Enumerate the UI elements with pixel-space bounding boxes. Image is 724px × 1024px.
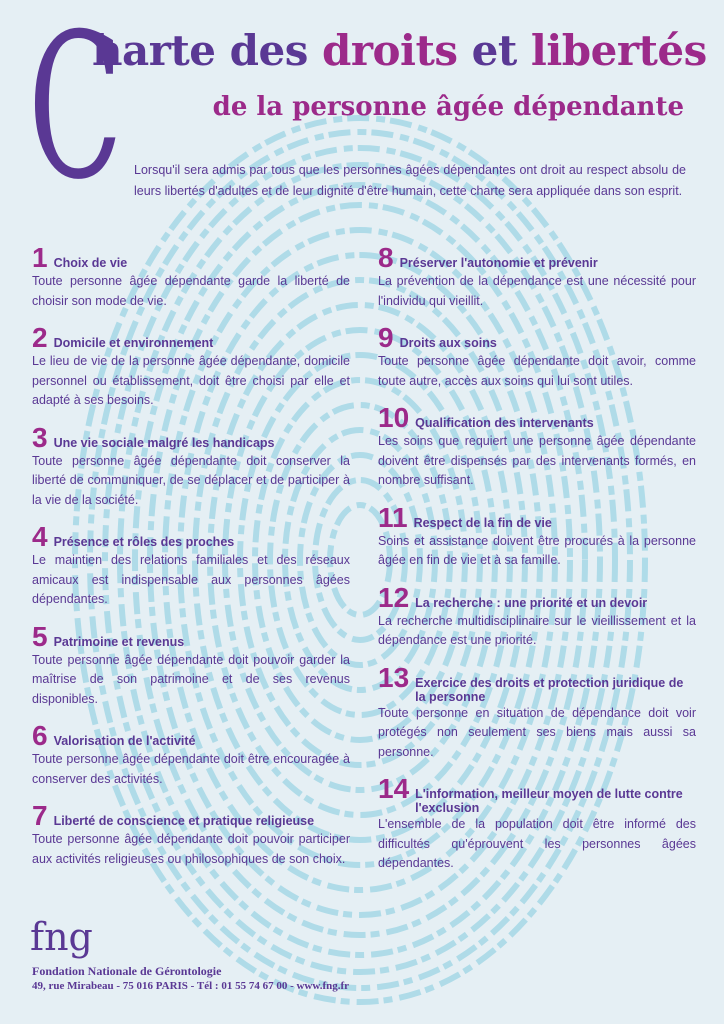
article-body: La prévention de la dépendance est une nécessité pour l'individu qui vieillit. (378, 274, 696, 308)
article-number: 11 (378, 501, 408, 533)
article-body: Toute personne en situation de dépendance doit voir protégés non seulement ses biens mais aussi sa personne. (378, 705, 696, 759)
article-heading: Domicile et environnement (53, 336, 214, 350)
title-part-1: harte des (92, 26, 322, 75)
article-number: 3 (32, 421, 48, 453)
article-header (378, 661, 696, 704)
article-heading: Préserver l'autonomie et prévenir (399, 256, 598, 270)
article-number: 2 (32, 322, 48, 353)
article-3 (32, 421, 350, 511)
article-body: Le lieu de vie de la personne âgée dépendante, domicile personnel ou établissement, doit être choisi par elle et adapté à ses besoins. (32, 354, 350, 407)
article-number: 13 (378, 661, 410, 693)
article-heading: Liberté de conscience et pratique religieuse (53, 814, 315, 828)
article-body: Toute personne âgée dépendante doit pouvoir garder la maîtrise de son patrimoine et de ses revenus disponibles. (32, 652, 350, 706)
title-part-3: et (457, 26, 531, 75)
article-number: 4 (32, 521, 48, 552)
article-number: 6 (32, 720, 48, 751)
article-number: 12 (378, 581, 410, 613)
article-header (32, 802, 350, 830)
article-heading: Exercice des droits et protection juridique de la personne (415, 675, 684, 704)
fng-logo: fng (30, 915, 93, 959)
article-header (378, 404, 696, 432)
articles-column-left (32, 244, 350, 882)
article-heading: La recherche : une priorité et un devoir (415, 595, 648, 610)
article-header (32, 620, 350, 652)
page-subtitle: de la personne âgée dépendante (212, 92, 684, 122)
article-header (32, 421, 350, 453)
footer-organization-name: Fondation Nationale de Gérontologie (32, 964, 222, 978)
article-number: 10 (378, 402, 410, 433)
article-header (32, 244, 350, 272)
article-heading: Patrimoine et revenus (53, 634, 185, 649)
article-body: La recherche multidisciplinaire sur le vieillissement et la dépendance est une priorité. (378, 613, 696, 647)
article-heading: Choix de vie (53, 256, 128, 270)
article-body: L'ensemble de la population doit être informé des difficultés qu'éprouvent les personnes âgées dépendantes. (378, 817, 696, 870)
article-body: Le maintien des relations familiales et des réseaux amicaux est indispensable aux personnes âgées dépendantes. (32, 553, 350, 606)
article-5 (32, 620, 350, 710)
article-13 (378, 661, 696, 763)
article-heading: Une vie sociale malgré les handicaps (53, 435, 275, 450)
article-header (378, 775, 696, 815)
article-number: 7 (32, 800, 48, 831)
article-header (378, 244, 696, 272)
article-body: Toute personne âgée dépendante doit avoir, comme toute autre, accès aux soins qui lui sont utiles. (378, 354, 696, 388)
title-part-2: droits (321, 26, 458, 75)
intro-paragraph: Lorsqu'il sera admis par tous que les personnes âgées dépendantes ont droit au respect absolu de leurs libertés d'adultes et de leur dignité d'être humain, cette charte sera appliquée dans son esprit. (134, 163, 686, 198)
page-title (92, 26, 707, 75)
article-heading: L'information, meilleur moyen de lutte contre l'exclusion (415, 787, 683, 815)
article-body: Toute personne âgée dépendante doit conserver la liberté de communiquer, de se déplacer et de participer à la vie de la société. (32, 453, 350, 507)
article-header (378, 581, 696, 613)
article-2 (32, 324, 350, 411)
articles-column-right (378, 244, 696, 887)
article-header (32, 722, 350, 750)
article-body: Toute personne âgée dépendante doit pouvoir participer aux activités religieuses ou philosophiques de son choix. (32, 832, 350, 866)
article-number: 1 (32, 242, 48, 273)
article-body: Toute personne âgée dépendante garde la liberté de choisir son mode de vie. (32, 274, 350, 308)
article-12 (378, 581, 696, 651)
article-header (32, 324, 350, 352)
article-4 (32, 523, 350, 610)
article-header (32, 523, 350, 551)
article-number: 9 (378, 322, 394, 353)
article-heading: Présence et rôles des proches (53, 535, 235, 549)
article-number: 5 (32, 620, 48, 652)
article-body: Toute personne âgée dépendante doit être encouragée à conserver des activités. (32, 752, 350, 786)
article-6 (32, 722, 350, 789)
footer-address: 49, rue Mirabeau - 75 016 PARIS - Tél : 01 55 74 67 00 - www.fng.fr (32, 980, 350, 992)
article-7 (32, 802, 350, 869)
title-part-4: libertés (530, 26, 707, 75)
article-heading: Qualification des intervenants (415, 416, 594, 430)
article-8 (378, 244, 696, 311)
article-number: 14 (378, 773, 410, 804)
article-body: Soins et assistance doivent être procurés à la personne âgée en fin de vie et à sa famille. (378, 533, 696, 567)
article-body: Les soins que requiert une personne âgée dépendante doivent être dispensés par des intervenants formés, en nombre suffisant. (378, 434, 696, 487)
article-header (378, 324, 696, 352)
article-9 (378, 324, 696, 391)
article-11 (378, 501, 696, 571)
article-heading: Respect de la fin de vie (413, 515, 552, 530)
article-heading: Valorisation de l'activité (53, 734, 196, 748)
article-10 (378, 404, 696, 491)
article-heading: Droits aux soins (399, 336, 497, 350)
article-header (378, 501, 696, 533)
title-initial-letter: C (28, 0, 123, 224)
article-14 (378, 775, 696, 874)
article-number: 8 (378, 242, 394, 273)
article-1 (32, 244, 350, 311)
